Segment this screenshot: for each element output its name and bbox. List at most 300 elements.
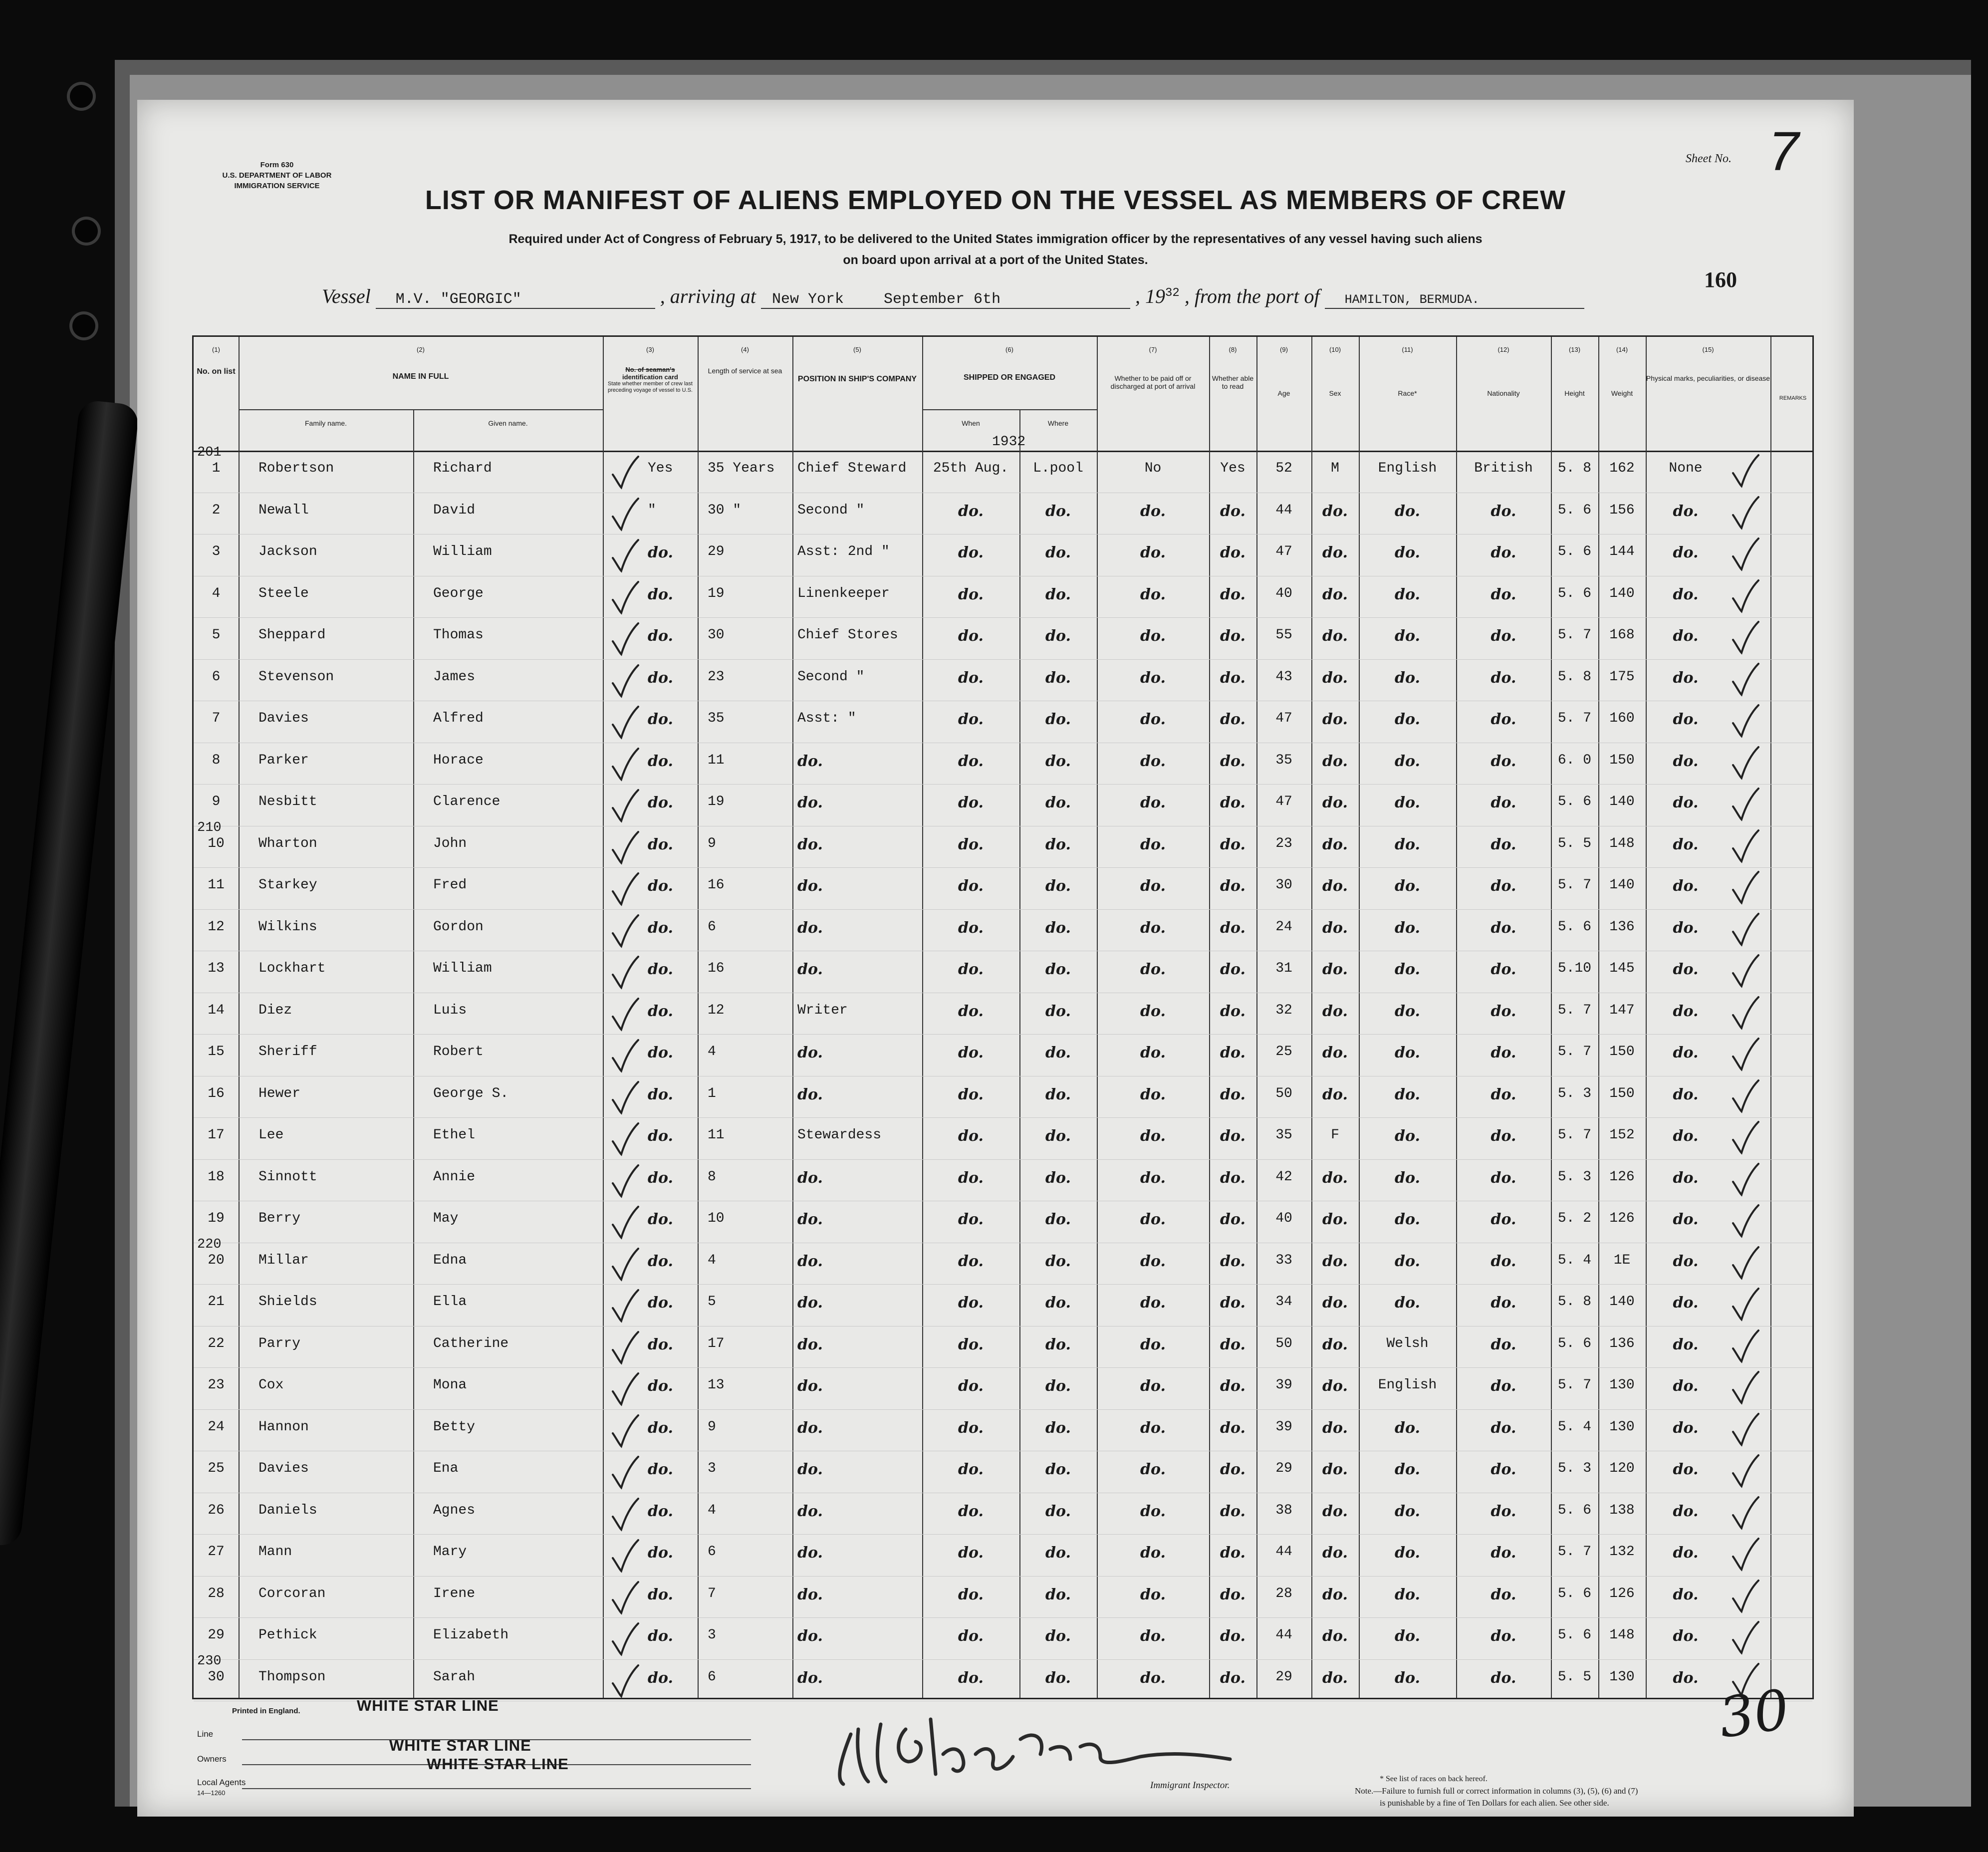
header-name-in-full: NAME IN FULL: [392, 372, 449, 381]
crew-table: [192, 335, 1814, 1699]
cell-weight: 145: [1609, 961, 1635, 976]
row-rule: [194, 1367, 1812, 1368]
cell-phys: do.: [1673, 627, 1699, 645]
cell-height: 5. 7: [1557, 1127, 1592, 1143]
check-mark-icon: [610, 871, 640, 906]
cell-no: 15: [208, 1044, 225, 1059]
cell-when: do.: [958, 961, 984, 978]
cell-service: 9: [708, 1419, 716, 1435]
cell-given: Fred: [433, 877, 467, 893]
cell-phys: do.: [1673, 585, 1699, 603]
cell-weight: 152: [1609, 1127, 1635, 1143]
cell-where: do.: [1045, 502, 1071, 520]
cell-race: do.: [1395, 1502, 1420, 1520]
cell-phys: do.: [1673, 1169, 1699, 1187]
cell-phys: do.: [1673, 1627, 1699, 1645]
cell-weight: 148: [1609, 1627, 1635, 1643]
cell-when: do.: [958, 669, 984, 687]
cell-race: do.: [1395, 1669, 1420, 1687]
cell-phys: do.: [1673, 1544, 1699, 1562]
cell-age: 43: [1275, 669, 1292, 685]
check-mark-icon: [1731, 1537, 1760, 1572]
cell-where: do.: [1045, 752, 1071, 770]
check-mark-icon: [1731, 912, 1760, 947]
cell-position: do.: [797, 1335, 823, 1353]
margin-number: 210: [197, 820, 222, 835]
cell-position: Second ": [797, 502, 865, 518]
cell-when: do.: [958, 1586, 984, 1603]
cell-race: do.: [1395, 1419, 1420, 1437]
cell-no: 20: [208, 1252, 225, 1268]
cell-phys: do.: [1673, 1252, 1699, 1270]
cell-when: do.: [958, 1044, 984, 1061]
cell-service: 35 Years: [708, 461, 775, 476]
vessel-name: M.V. "GEORGIC": [395, 291, 521, 308]
cell-sex: do.: [1322, 1252, 1348, 1270]
check-mark-icon: [610, 1455, 640, 1490]
cell-read: do.: [1220, 1211, 1245, 1228]
cell-race: do.: [1395, 1085, 1420, 1103]
cell-when: do.: [958, 1169, 984, 1187]
cell-race: do.: [1395, 1127, 1420, 1145]
cell-card: do.: [648, 1419, 673, 1437]
cell-sex: do.: [1322, 711, 1348, 728]
cell-when: do.: [958, 752, 984, 770]
check-mark-icon: [610, 497, 640, 531]
from-label: , from the port of: [1184, 285, 1320, 307]
cell-position: do.: [797, 919, 823, 937]
form-number: Form 630: [260, 161, 294, 169]
cell-phys: do.: [1673, 1044, 1699, 1061]
cell-card: do.: [648, 1502, 673, 1520]
cell-read: do.: [1220, 752, 1245, 770]
cell-race: do.: [1395, 961, 1420, 978]
cell-position: Chief Steward: [797, 461, 907, 476]
cell-paid: do.: [1140, 1502, 1166, 1520]
cell-no: 12: [208, 919, 225, 935]
header-no-on-list: No. on list: [197, 367, 236, 376]
header-family-name: Family name.: [304, 419, 347, 427]
cell-race: do.: [1395, 1544, 1420, 1562]
cell-given: George S.: [433, 1085, 509, 1101]
cell-position: Second ": [797, 669, 865, 685]
check-mark-icon: [610, 830, 640, 865]
cell-phys: None: [1669, 461, 1703, 476]
cell-nat: do.: [1491, 627, 1516, 645]
check-mark-icon: [1731, 578, 1760, 613]
cell-sex: do.: [1322, 1669, 1348, 1687]
cell-nat: do.: [1491, 544, 1516, 561]
cell-card: do.: [648, 585, 673, 603]
cell-age: 29: [1275, 1669, 1292, 1685]
cell-card: do.: [648, 1127, 673, 1145]
cell-position: do.: [797, 1169, 823, 1187]
cell-service: 12: [708, 1002, 725, 1018]
check-mark-icon: [1731, 1495, 1760, 1530]
cell-no: 3: [212, 544, 221, 559]
cell-nat: British: [1474, 461, 1533, 476]
cell-phys: do.: [1673, 1669, 1699, 1687]
column-number: (2): [417, 346, 425, 353]
cell-service: 29: [708, 544, 725, 559]
cell-given: Gordon: [433, 919, 484, 935]
header-id-card: [603, 366, 698, 394]
cell-position: do.: [797, 1544, 823, 1562]
header-physical: Physical marks, peculiarities, or disease: [1646, 374, 1770, 382]
cell-family: Sheppard: [258, 627, 326, 643]
cell-phys: do.: [1673, 961, 1699, 978]
cell-given: Thomas: [433, 627, 484, 643]
cell-race: English: [1378, 461, 1437, 476]
cell-where: do.: [1045, 1044, 1071, 1061]
cell-given: William: [433, 961, 492, 976]
cell-height: 5. 2: [1557, 1211, 1592, 1226]
cell-phys: do.: [1673, 794, 1699, 811]
cell-service: 1: [708, 1085, 716, 1101]
cell-age: 39: [1275, 1419, 1292, 1435]
cell-given: Ella: [433, 1294, 467, 1310]
cell-position: do.: [797, 1586, 823, 1603]
cell-nat: do.: [1491, 585, 1516, 603]
cell-read: do.: [1220, 877, 1245, 895]
cell-read: do.: [1220, 1085, 1245, 1103]
cell-where: do.: [1045, 544, 1071, 561]
cell-no: 21: [208, 1294, 225, 1310]
cell-no: 29: [208, 1627, 225, 1643]
voyage-line: [322, 284, 1584, 309]
cell-phys: do.: [1673, 711, 1699, 728]
cell-weight: 140: [1609, 877, 1635, 893]
cell-read: do.: [1220, 669, 1245, 687]
cell-no: 23: [208, 1377, 225, 1393]
check-mark-icon: [610, 913, 640, 948]
cell-sex: do.: [1322, 1335, 1348, 1353]
cell-family: Parker: [258, 752, 309, 768]
check-mark-icon: [1731, 1203, 1760, 1238]
cell-no: 8: [212, 752, 221, 768]
cell-family: Sinnott: [258, 1169, 317, 1185]
cell-weight: 175: [1609, 669, 1635, 685]
check-mark-icon: [610, 705, 640, 740]
cell-family: Shields: [258, 1294, 317, 1310]
cell-nat: do.: [1491, 1294, 1516, 1312]
check-mark-icon: [1731, 745, 1760, 780]
cell-phys: do.: [1673, 1502, 1699, 1520]
cell-weight: 168: [1609, 627, 1635, 643]
cell-family: Cox: [258, 1377, 284, 1393]
cell-nat: do.: [1491, 1085, 1516, 1103]
cell-when: do.: [958, 835, 984, 853]
cell-service: 11: [708, 1127, 725, 1143]
cell-position: do.: [797, 835, 823, 853]
cell-nat: do.: [1491, 1502, 1516, 1520]
cell-sex: do.: [1322, 1377, 1348, 1395]
check-mark-icon: [1731, 1078, 1760, 1113]
check-mark-icon: [610, 1497, 640, 1532]
cell-paid: do.: [1140, 1669, 1166, 1687]
header-given-name: Given name.: [488, 419, 528, 427]
cell-age: 52: [1275, 461, 1292, 476]
cell-position: Writer: [797, 1002, 848, 1018]
cell-no: 30: [208, 1669, 225, 1685]
margin-number: 201: [197, 445, 222, 460]
row-rule: [194, 784, 1812, 785]
cell-nat: do.: [1491, 877, 1516, 895]
cell-sex: do.: [1322, 1044, 1348, 1061]
line-label: Line: [197, 1729, 214, 1739]
cell-read: do.: [1220, 585, 1245, 603]
cell-read: do.: [1220, 835, 1245, 853]
binder-hole: [70, 85, 93, 108]
cell-read: do.: [1220, 1252, 1245, 1270]
cell-where: do.: [1045, 877, 1071, 895]
cell-paid: do.: [1140, 1002, 1166, 1020]
cell-service: 23: [708, 669, 725, 685]
cell-given: Edna: [433, 1252, 467, 1268]
cell-nat: do.: [1491, 794, 1516, 811]
cell-where: do.: [1045, 835, 1071, 853]
cell-age: 47: [1275, 794, 1292, 809]
cell-family: Wharton: [258, 835, 317, 851]
subtitle-line-2: on board upon arrival at a port of the United States.: [843, 253, 1148, 267]
cell-card: do.: [648, 794, 673, 811]
cell-weight: 150: [1609, 1044, 1635, 1059]
cell-card: do.: [648, 961, 673, 978]
cell-paid: do.: [1140, 1044, 1166, 1061]
service: IMMIGRATION SERVICE: [234, 182, 320, 190]
check-mark-icon: [610, 747, 640, 782]
cell-position: do.: [797, 1669, 823, 1687]
cell-height: 5. 3: [1557, 1085, 1592, 1101]
cell-read: do.: [1220, 1627, 1245, 1645]
cell-sex: do.: [1322, 1002, 1348, 1020]
check-mark-icon: [1731, 1287, 1760, 1322]
cell-nat: do.: [1491, 502, 1516, 520]
check-mark-icon: [610, 1330, 640, 1365]
cell-age: 50: [1275, 1085, 1292, 1101]
check-mark-icon: [1731, 1328, 1760, 1363]
cell-sex: do.: [1322, 877, 1348, 895]
cell-nat: do.: [1491, 1335, 1516, 1353]
cell-sex: do.: [1322, 835, 1348, 853]
header-where: Where: [1047, 419, 1069, 427]
cell-card: do.: [648, 1169, 673, 1187]
cell-phys: do.: [1673, 1461, 1699, 1478]
line-stamp: WHITE STAR LINE: [357, 1697, 499, 1714]
cell-paid: do.: [1140, 502, 1166, 520]
cell-race: do.: [1395, 669, 1420, 687]
cell-paid: do.: [1140, 711, 1166, 728]
cell-sex: do.: [1322, 627, 1348, 645]
cell-position: do.: [797, 1419, 823, 1437]
margin-number: 220: [197, 1237, 222, 1252]
cell-weight: 140: [1609, 1294, 1635, 1310]
cell-read: do.: [1220, 1419, 1245, 1437]
cell-family: Parry: [258, 1335, 301, 1351]
cell-height: 5. 7: [1557, 1377, 1592, 1393]
cell-phys: do.: [1673, 502, 1699, 520]
cell-family: Davies: [258, 1461, 309, 1476]
cell-age: 39: [1275, 1377, 1292, 1393]
cell-where: do.: [1045, 1669, 1071, 1687]
cell-family: Robertson: [258, 461, 334, 476]
header-id-card-note: State whether member of crew last preceding voyage of vessel to U.S.: [608, 381, 693, 393]
cell-phys: do.: [1673, 1335, 1699, 1353]
cell-where: do.: [1045, 1169, 1071, 1187]
cell-family: Diez: [258, 1002, 292, 1018]
check-mark-icon: [1731, 1245, 1760, 1280]
cell-height: 5. 7: [1557, 877, 1592, 893]
cell-card: do.: [648, 1044, 673, 1061]
cell-read: do.: [1220, 961, 1245, 978]
cell-nat: do.: [1491, 1586, 1516, 1603]
cell-height: 5. 7: [1557, 711, 1592, 726]
cell-read: do.: [1220, 1294, 1245, 1312]
check-mark-icon: [1731, 1370, 1760, 1405]
cell-no: 19: [208, 1211, 225, 1226]
header-when: When: [962, 419, 980, 427]
cell-read: do.: [1220, 711, 1245, 728]
cell-sex: do.: [1322, 1502, 1348, 1520]
cell-read: do.: [1220, 1127, 1245, 1145]
cell-read: do.: [1220, 1502, 1245, 1520]
cell-when: do.: [958, 1377, 984, 1395]
check-mark-icon: [1731, 536, 1760, 571]
cell-no: 26: [208, 1502, 225, 1518]
cell-paid: do.: [1140, 1419, 1166, 1437]
cell-card: do.: [648, 1586, 673, 1603]
cell-when: do.: [958, 1627, 984, 1645]
check-mark-icon: [610, 1247, 640, 1282]
cell-height: 5. 6: [1557, 1502, 1592, 1518]
cell-no: 9: [212, 794, 221, 809]
cell-sex: do.: [1322, 919, 1348, 937]
cell-race: do.: [1395, 711, 1420, 728]
cell-race: do.: [1395, 752, 1420, 770]
cell-race: do.: [1395, 627, 1420, 645]
cell-family: Jackson: [258, 544, 317, 559]
check-mark-icon: [610, 1080, 640, 1115]
column-number: (10): [1329, 346, 1341, 353]
cell-weight: 130: [1609, 1377, 1635, 1393]
cell-phys: do.: [1673, 544, 1699, 561]
cell-read: do.: [1220, 1669, 1245, 1687]
check-mark-icon: [1731, 1037, 1760, 1071]
cell-weight: 130: [1609, 1669, 1635, 1685]
cell-no: 14: [208, 1002, 225, 1018]
check-mark-icon: [1731, 1453, 1760, 1488]
cell-age: 44: [1275, 1627, 1292, 1643]
cell-service: 3: [708, 1461, 716, 1476]
cell-when: do.: [958, 1294, 984, 1312]
cell-where: do.: [1045, 1461, 1071, 1478]
cell-given: Ethel: [433, 1127, 476, 1143]
cell-weight: 126: [1609, 1211, 1635, 1226]
cell-sex: do.: [1322, 1085, 1348, 1103]
penalty-note-1: Note.—Failure to furnish full or correct information in columns (3), (5), (6) and (7): [1355, 1786, 1638, 1796]
column-number: (4): [741, 346, 749, 353]
cell-nat: do.: [1491, 1211, 1516, 1228]
cell-phys: do.: [1673, 919, 1699, 937]
cell-age: 32: [1275, 1002, 1292, 1018]
cell-no: 11: [208, 877, 225, 893]
cell-given: Irene: [433, 1586, 476, 1601]
cell-no: 25: [208, 1461, 225, 1476]
cell-card: do.: [648, 669, 673, 687]
cell-phys: do.: [1673, 1586, 1699, 1603]
cell-given: Mona: [433, 1377, 467, 1393]
cell-when: do.: [958, 711, 984, 728]
cell-when: do.: [958, 544, 984, 561]
cell-race: do.: [1395, 502, 1420, 520]
cell-race: do.: [1395, 835, 1420, 853]
cell-when: do.: [958, 627, 984, 645]
cell-nat: do.: [1491, 1169, 1516, 1187]
check-mark-icon: [610, 663, 640, 698]
cell-sex: do.: [1322, 669, 1348, 687]
cell-service: 4: [708, 1502, 716, 1518]
row-rule: [194, 1617, 1812, 1618]
arrival-date: September 6th: [884, 291, 1001, 308]
cell-nat: do.: [1491, 711, 1516, 728]
check-mark-icon: [1731, 828, 1760, 863]
cell-position: do.: [797, 1502, 823, 1520]
cell-age: 50: [1275, 1335, 1292, 1351]
column-number: (6): [1005, 346, 1013, 353]
cell-service: 19: [708, 794, 725, 809]
check-mark-icon: [1731, 787, 1760, 821]
cell-given: Horace: [433, 752, 484, 768]
cell-service: 6: [708, 1544, 716, 1560]
cell-nat: do.: [1491, 835, 1516, 853]
header-year-written: 1932: [992, 434, 1026, 450]
owners-label: Owners: [197, 1754, 227, 1764]
cell-age: 24: [1275, 919, 1292, 935]
row-rule: [194, 1034, 1812, 1035]
cell-height: 5. 6: [1557, 1586, 1592, 1601]
cell-family: Mann: [258, 1544, 292, 1560]
cell-paid: do.: [1140, 1211, 1166, 1228]
column-number: (14): [1616, 346, 1628, 353]
cell-paid: do.: [1140, 585, 1166, 603]
cell-where: do.: [1045, 627, 1071, 645]
cell-height: 5. 3: [1557, 1169, 1592, 1185]
cell-weight: 130: [1609, 1419, 1635, 1435]
cell-where: do.: [1045, 794, 1071, 811]
cell-where: do.: [1045, 1419, 1071, 1437]
cell-family: Nesbitt: [258, 794, 317, 809]
row-rule: [194, 1576, 1812, 1577]
header-weight: Weight: [1611, 389, 1633, 397]
cell-position: do.: [797, 1252, 823, 1270]
cell-nat: do.: [1491, 1377, 1516, 1395]
check-mark-icon: [610, 1663, 640, 1698]
cell-height: 5. 4: [1557, 1419, 1592, 1435]
cell-service: 5: [708, 1294, 716, 1310]
cell-given: Alfred: [433, 711, 484, 726]
cell-phys: do.: [1673, 835, 1699, 853]
cell-sex: do.: [1322, 1544, 1348, 1562]
check-mark-icon: [610, 1621, 640, 1656]
cell-nat: do.: [1491, 1044, 1516, 1061]
cell-where: do.: [1045, 1377, 1071, 1395]
cell-race: do.: [1395, 919, 1420, 937]
check-mark-icon: [610, 1413, 640, 1448]
cell-weight: 140: [1609, 585, 1635, 601]
cell-given: Sarah: [433, 1669, 476, 1685]
cell-card: do.: [648, 1252, 673, 1270]
cell-race: Welsh: [1386, 1335, 1429, 1351]
